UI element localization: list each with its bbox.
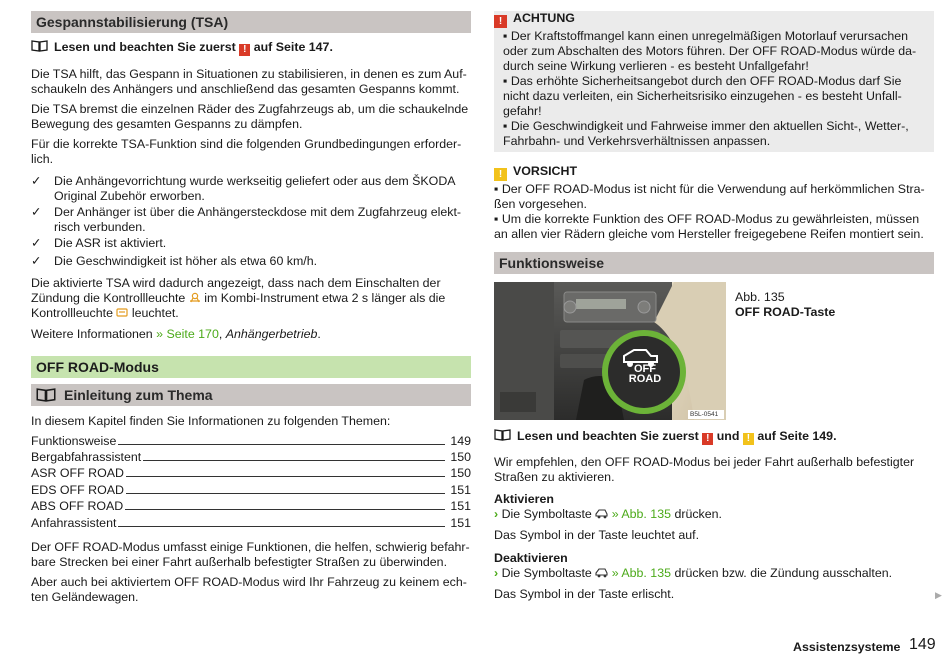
toc-label: EDS OFF ROAD bbox=[31, 483, 124, 497]
toc-row[interactable] bbox=[31, 483, 471, 499]
text-line: ▪ Die Geschwindigkeit und Fahrweise immer den aktuellen Sicht-, Wetter-, bbox=[503, 119, 909, 133]
list-item bbox=[54, 174, 471, 204]
checkmark-icon: ✓ bbox=[31, 205, 42, 219]
figure-title: OFF ROAD-Taste bbox=[735, 305, 836, 319]
text-fragment: drücken bzw. die Zündung ausschalten. bbox=[674, 566, 893, 580]
intro-paragraph: In diesem Kapitel finden Sie Informationen zu folgenden Themen: bbox=[31, 414, 391, 428]
text-line: Die Geschwindigkeit ist höher als etwa 60 km/h. bbox=[54, 254, 318, 268]
text-line: Die aktivierte TSA wird dadurch angezeigt, dass nach dem Einschalten der bbox=[31, 276, 441, 290]
text-line: nicht dazu verleiten, ein Sicherheitsrisiko einzugehen - es besteht Unfall- bbox=[503, 89, 902, 103]
warning-icon: ! bbox=[494, 15, 507, 28]
text-fragment: , bbox=[218, 327, 223, 341]
text-line: Für die korrekte TSA-Funktion sind die folgenden Grundbedingungen erforder- bbox=[31, 137, 462, 151]
text-line: durch seine Wirkung verlieren - es besteht Unfallgefahr! bbox=[503, 59, 809, 73]
list-item bbox=[54, 254, 471, 269]
toc-label: Anfahrassistent bbox=[31, 516, 117, 530]
text-fragment: Die Symboltaste bbox=[501, 507, 592, 521]
toc-page: 149 bbox=[446, 434, 471, 449]
warning-box bbox=[494, 11, 934, 152]
step-arrow-icon: › bbox=[494, 566, 499, 580]
figure-number: Abb. 135 bbox=[735, 290, 785, 304]
warning-title bbox=[494, 11, 575, 28]
funktionsweise-heading bbox=[494, 252, 934, 274]
text-line: risch verbunden. bbox=[54, 220, 146, 234]
text-fragment: Zündung die Kontrollleuchte bbox=[31, 291, 186, 305]
deactivate-heading: Deaktivieren bbox=[494, 551, 568, 565]
text-fragment: Weitere Informationen bbox=[31, 327, 153, 341]
offroad-button-label bbox=[625, 364, 665, 384]
list-item bbox=[54, 236, 471, 251]
text-fragment: Kontrollleuchte bbox=[31, 306, 113, 320]
read-first-text: Lesen und beachten Sie zuerst bbox=[517, 429, 699, 443]
read-first-text: Lesen und beachten Sie zuerst bbox=[54, 40, 236, 54]
toc-page: 151 bbox=[446, 499, 471, 514]
condition-list bbox=[31, 174, 471, 269]
trailer-lamp-icon bbox=[116, 307, 128, 318]
toc-label: Funktionsweise bbox=[31, 434, 117, 448]
caution-title-text: VORSICHT bbox=[513, 164, 578, 178]
text-line: Bewegung des gesamten Gespanns zu dämpfen. bbox=[31, 117, 303, 131]
caution-box bbox=[494, 164, 934, 242]
text-line: Der OFF ROAD-Modus umfasst einige Funktionen, die helfen, schwierig befahr- bbox=[31, 540, 470, 554]
footer-section-title: Assistenzsysteme bbox=[793, 640, 901, 654]
text-line: ▪ Um die korrekte Funktion des OFF ROAD-Modus zu gewährleisten, müssen bbox=[494, 212, 920, 226]
text-line: Die Anhängevorrichtung wurde werkseitig geliefert oder aus dem ŠKODA bbox=[54, 174, 456, 188]
text-fragment: . bbox=[317, 327, 321, 341]
center-console-image bbox=[494, 282, 726, 420]
tsa-heading-text: Gespannstabilisierung (TSA) bbox=[36, 14, 229, 30]
toc-page: 151 bbox=[446, 483, 471, 498]
warning-title-text: ACHTUNG bbox=[513, 11, 575, 25]
activate-note: Das Symbol in der Taste leuchtet auf. bbox=[494, 528, 700, 542]
text-line bbox=[31, 306, 471, 321]
read-first-page: auf Seite 149. bbox=[757, 429, 837, 443]
text-fragment: drücken. bbox=[674, 507, 722, 521]
more-info bbox=[31, 327, 471, 342]
read-first-page: auf Seite 147. bbox=[253, 40, 333, 54]
warning-text bbox=[503, 29, 931, 149]
offroad-symbol-icon bbox=[595, 567, 608, 578]
tsa-heading bbox=[31, 11, 471, 33]
toc-page: 151 bbox=[446, 516, 471, 531]
checkmark-icon: ✓ bbox=[31, 236, 42, 250]
button-label-line: ROAD bbox=[628, 373, 662, 385]
text-line bbox=[31, 291, 471, 306]
offroad-figure bbox=[494, 282, 726, 420]
text-line: schaukeln des Anhängers und anschließend das gesamten Gespanns kommt. bbox=[31, 82, 460, 96]
figure-135-link[interactable]: » Abb. 135 bbox=[611, 566, 671, 580]
funktionsweise-read-first bbox=[494, 429, 934, 445]
figure-code: B5L-0541 bbox=[690, 411, 719, 418]
page-170-link[interactable]: » Seite 170 bbox=[156, 327, 219, 341]
toc-label: ABS OFF ROAD bbox=[31, 499, 124, 513]
toc-row[interactable] bbox=[31, 434, 471, 450]
checkmark-icon: ✓ bbox=[31, 254, 42, 268]
tsa-warning-lamp-icon bbox=[189, 292, 201, 303]
figure-135-link[interactable]: » Abb. 135 bbox=[611, 507, 671, 521]
button-label-line: OFF bbox=[634, 363, 656, 375]
text-line: Die TSA bremst die einzelnen Räder des Zugfahrzeugs ab, um die schaukelnde bbox=[31, 102, 469, 116]
text-line: Die TSA hilft, das Gespann in Situationen zu stabilisieren, in denen es zum Auf- bbox=[31, 67, 467, 81]
caution-icon: ! bbox=[743, 433, 754, 445]
caution-title bbox=[494, 164, 934, 181]
page-number: 149 bbox=[909, 636, 936, 653]
text-line: ▪ Der OFF ROAD-Modus ist nicht für die Verwendung auf herkömmlichen Stra- bbox=[494, 182, 925, 196]
tsa-read-first bbox=[31, 40, 471, 56]
book-icon bbox=[494, 429, 511, 441]
intro-heading-text: Einleitung zum Thema bbox=[64, 387, 213, 403]
warning-icon: ! bbox=[702, 433, 713, 445]
text-line: gefahr! bbox=[503, 104, 542, 118]
activate-heading: Aktivieren bbox=[494, 492, 554, 506]
toc-page: 150 bbox=[446, 466, 471, 481]
offroad-paragraph-1 bbox=[31, 540, 471, 570]
toc-row[interactable] bbox=[31, 516, 471, 532]
toc-label: Bergabfahrassistent bbox=[31, 450, 142, 464]
section-reference: Anhängerbetrieb bbox=[225, 327, 318, 341]
figure-caption bbox=[735, 290, 934, 320]
text-fragment: leuchtet. bbox=[131, 306, 179, 320]
caution-text bbox=[494, 182, 934, 242]
warning-icon: ! bbox=[239, 44, 250, 56]
offroad-heading-text: OFF ROAD-Modus bbox=[36, 359, 159, 375]
text-line: Aber auch bei aktiviertem OFF ROAD-Modus wird Ihr Fahrzeug zu keinem ech- bbox=[31, 575, 467, 589]
text-line: Straßen zu aktivieren. bbox=[494, 470, 615, 484]
deactivate-note: Das Symbol in der Taste erlischt. bbox=[494, 587, 675, 601]
text-line: bare Strecken bei einer Fahrt außerhalb befestigter Straßen zu überwinden. bbox=[31, 555, 448, 569]
funktionsweise-heading-text: Funktionsweise bbox=[499, 255, 605, 271]
text-line: ▪ Das erhöhte Sicherheitsangebot durch den OFF ROAD-Modus darf Sie bbox=[503, 74, 902, 88]
recommend-paragraph bbox=[494, 455, 934, 485]
deactivate-step bbox=[494, 566, 934, 581]
text-line: Original Zubehör erworben. bbox=[54, 189, 205, 203]
text-line: Fahrbahn- und Verkehrsverhältnissen anpassen. bbox=[503, 134, 771, 148]
text-fragment: Die Symboltaste bbox=[501, 566, 592, 580]
caution-icon: ! bbox=[494, 168, 507, 181]
text-line: Wir empfehlen, den OFF ROAD-Modus bei jeder Fahrt außerhalb befestigter bbox=[494, 455, 915, 469]
text-line: Die ASR ist aktiviert. bbox=[54, 236, 167, 250]
text-line: ßen vorgesehen. bbox=[494, 197, 587, 211]
book-icon bbox=[31, 40, 48, 52]
step-arrow-icon: › bbox=[494, 507, 499, 521]
book-icon bbox=[36, 388, 56, 402]
toc-row[interactable] bbox=[31, 466, 471, 482]
toc-page: 150 bbox=[446, 450, 471, 465]
tsa-paragraph-4 bbox=[31, 276, 471, 321]
list-item bbox=[54, 205, 471, 235]
text-line: lich. bbox=[31, 152, 54, 166]
tsa-paragraph-1 bbox=[31, 67, 471, 97]
offroad-symbol-icon bbox=[595, 508, 608, 519]
text-fragment: im Kombi-Instrument etwa 2 s länger als die bbox=[204, 291, 446, 305]
offroad-paragraph-2 bbox=[31, 575, 471, 605]
checkmark-icon: ✓ bbox=[31, 174, 42, 188]
text-line: ▪ Der Kraftstoffmangel kann einen unregelmäßigen Motorlauf verursachen bbox=[503, 29, 909, 43]
text-line: oder zum Abschalten des Motors führen. Der OFF ROAD-Modus würde da- bbox=[503, 44, 917, 58]
text-line: Der Anhänger ist über die Anhängersteckdose mit dem Zugfahrzeug elekt- bbox=[54, 205, 462, 219]
intro-heading bbox=[31, 384, 471, 406]
tsa-paragraph-3 bbox=[31, 137, 471, 167]
toc-row[interactable] bbox=[31, 499, 471, 515]
topic-list bbox=[31, 434, 471, 534]
toc-label: ASR OFF ROAD bbox=[31, 466, 124, 480]
toc-row[interactable] bbox=[31, 450, 471, 466]
read-first-text: und bbox=[716, 429, 740, 443]
next-page-arrow-icon[interactable]: ▶ bbox=[935, 590, 942, 600]
offroad-heading bbox=[31, 356, 471, 378]
text-line: ten Geländewagen. bbox=[31, 590, 139, 604]
activate-step bbox=[494, 507, 934, 522]
text-line: an allen vier Rädern gleiche vom Hersteller freigegebene Reifen montiert sein. bbox=[494, 227, 924, 241]
tsa-paragraph-2 bbox=[31, 102, 471, 132]
